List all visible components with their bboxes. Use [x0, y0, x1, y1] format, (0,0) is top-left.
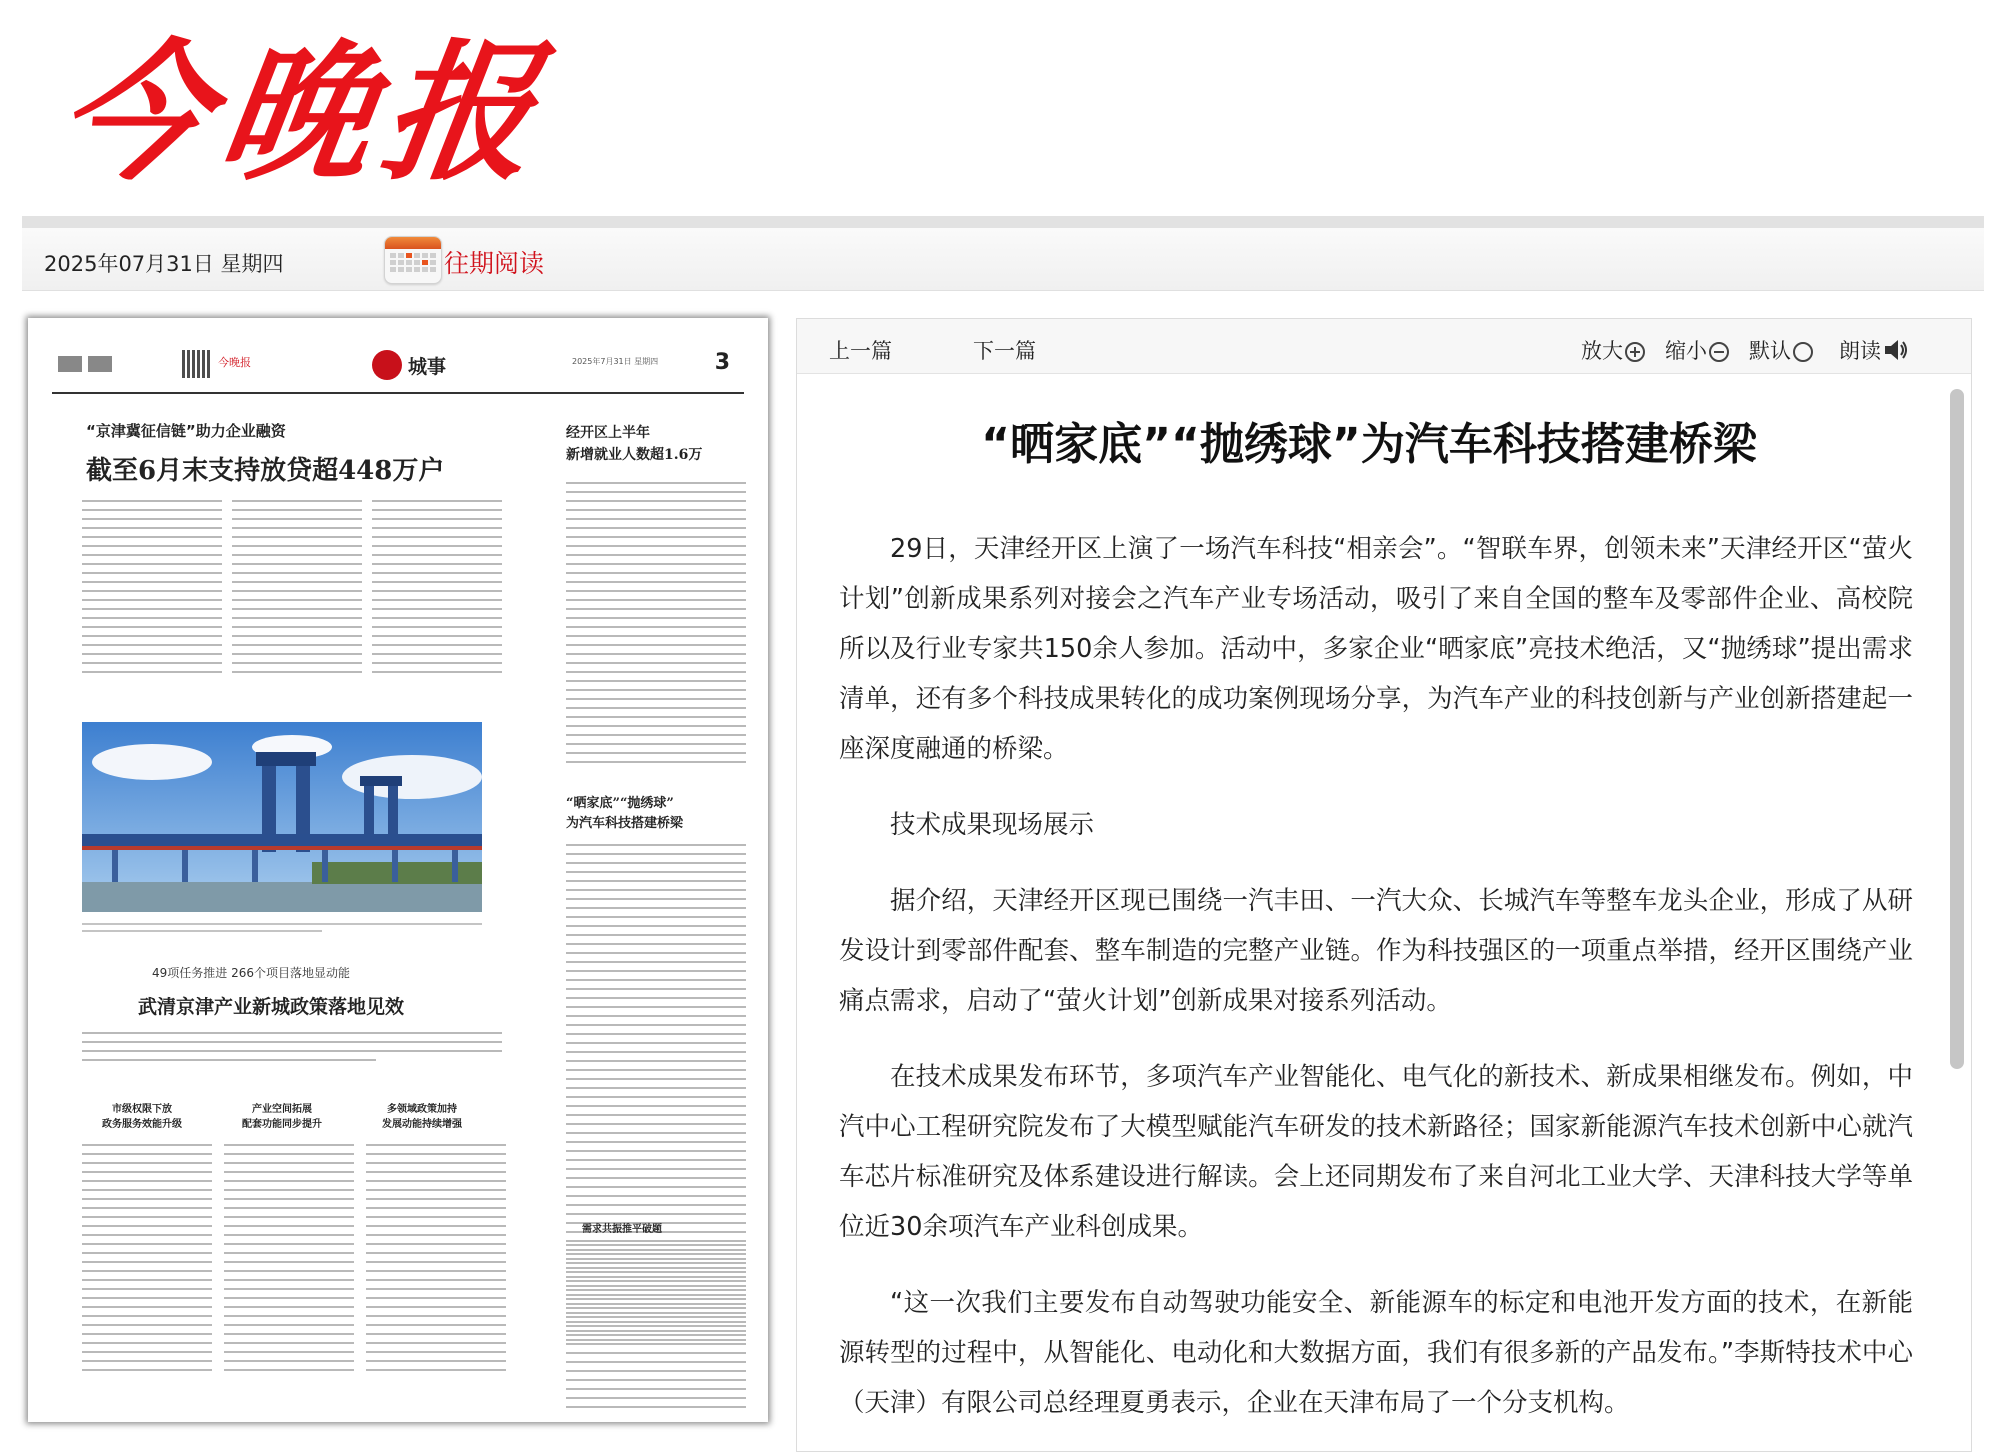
page-section: 城事 [408, 356, 447, 378]
read-aloud-button[interactable]: 朗读 [1839, 335, 1909, 365]
past-issues-link[interactable]: 往期阅读 [444, 249, 545, 278]
feature-kicker[interactable]: 49项任务推进 266个项目落地显动能 [152, 966, 350, 980]
date-bar [22, 228, 1984, 291]
text-column [82, 500, 222, 680]
scrollbar-thumb[interactable] [1950, 389, 1964, 1069]
default-size-icon [1793, 342, 1813, 362]
subhead-2: 产业空间拓展 配套功能同步提升 [242, 1104, 322, 1130]
calendar-icon[interactable] [384, 236, 442, 284]
page-dateline: 2025年7月31日 星期四 [572, 357, 659, 366]
partner-logos [58, 356, 118, 372]
lead-headline[interactable]: 截至6月末支持放贷超448万户 [86, 456, 445, 486]
next-article-link[interactable]: 下一篇 [973, 339, 1036, 363]
subhead-3: 多领域政策加持 发展动能持续增强 [382, 1104, 462, 1130]
text-column [566, 482, 746, 770]
subhead-1: 市级权限下放 政务服务效能升级 [102, 1104, 182, 1130]
side-subhead: 需求共振推平破题 [582, 1224, 662, 1235]
article-paragraph: “这一次我们主要发布自动驾驶功能安全、新能源车的标定和电池开发方面的技术，在新能源转型的过程中，从智能化、电动化和大数据方面，我们有很多新的产品发布。”李斯特技术中心（天津）有限公司总经理夏勇表示，企业在天津布局了一个分支机构。 [839, 1288, 1913, 1418]
side-headline-2[interactable]: “晒家底”“抛绣球” 为汽车科技搭建桥梁 [566, 796, 684, 831]
section-logo-icon [372, 350, 402, 380]
lead-kicker[interactable]: “京津冀征信链”助力企业融资 [86, 422, 286, 440]
bridge-photo[interactable] [82, 722, 482, 912]
article-scrollbar[interactable] [1949, 389, 1965, 1451]
article-paragraph: 29日，天津经开区上演了一场汽车科技“相亲会”。“智联车界，创领未来”天津经开区“萤火计划”创新成果系列对接会之汽车产业专场活动，吸引了来自全国的整车及零部件企业、高校院所以及行业专家共150余人参加。活动中，多家企业“晒家底”亮技术绝活，又“抛绣球”提出需求清单，还有多个科技成果转化的成功案例现场分享，为汽车产业的科技创新与产业创新搭建起一座深度融通的桥梁。 [839, 534, 1913, 764]
prev-article-link[interactable]: 上一篇 [829, 339, 892, 363]
text-intro [82, 1032, 502, 1068]
speaker-icon [1883, 338, 1909, 362]
text-column [82, 1144, 212, 1378]
side-headline-1[interactable]: 经开区上半年 新增就业人数超1.6万 [566, 425, 703, 463]
page-header [52, 340, 744, 394]
zoom-out-icon [1709, 342, 1729, 362]
zoom-out-button[interactable]: 缩小 [1665, 335, 1729, 365]
masthead-divider [22, 216, 1984, 228]
photo-caption [82, 918, 482, 937]
issue-date: 2025年07月31日 星期四 [44, 252, 284, 276]
article-body [797, 374, 1941, 1451]
text-column [232, 500, 362, 680]
article-content [839, 524, 1913, 1451]
text-column [224, 1144, 354, 1378]
newspaper-page[interactable] [28, 318, 768, 1422]
text-column [366, 1144, 506, 1378]
page-brand: 今晚报 [218, 356, 251, 369]
qr-code-icon [182, 350, 210, 378]
article-reader [796, 318, 1972, 1452]
reader-toolbar [797, 319, 1971, 374]
article-paragraph: 在技术成果发布环节，多项汽车产业智能化、电气化的新技术、新成果相继发布。例如，中汽中心工程研究院发布了大模型赋能汽车研发的技术新路径；国家新能源汽车技术创新中心就汽车芯片标准研究及体系建设进行解读。会上还同期发布了来自河北工业大学、天津科技大学等单位近30余项汽车产业科创成果。 [839, 1062, 1913, 1242]
zoom-in-button[interactable]: 放大 [1581, 335, 1645, 365]
page-number: 3 [714, 350, 730, 375]
article-title: “晒家底”“抛绣球”为汽车科技搭建桥梁 [981, 419, 1757, 470]
masthead-logo [47, 18, 600, 208]
feature-headline[interactable]: 武清京津产业新城政策落地见效 [138, 996, 405, 1018]
text-column [566, 1244, 746, 1408]
masthead-title: 今晚报 [47, 25, 559, 201]
article-paragraph: 据介绍，天津经开区现已围绕一汽丰田、一汽大众、长城汽车等整车龙头企业，形成了从研发设计到零部件配套、整车制造的完整产业链。作为科技强区的一项重点举措，经开区围绕产业痛点需求，启动了“萤火计划”创新成果对接系列活动。 [839, 886, 1913, 1016]
zoom-in-icon [1625, 342, 1645, 362]
text-column [372, 500, 502, 680]
default-size-button[interactable]: 默认 [1749, 335, 1813, 365]
article-subheading: 技术成果现场展示 [890, 810, 1095, 840]
